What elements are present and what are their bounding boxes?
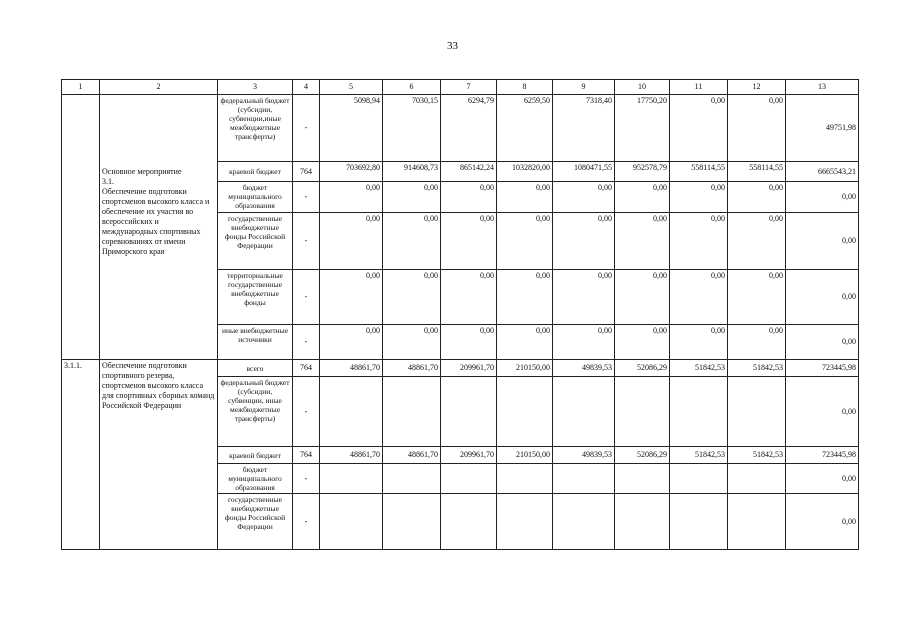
funding-source-cell: территориальные государственные внебюджетные фонды: [218, 270, 293, 325]
header-cell: 8: [497, 80, 553, 95]
value-cell: 209961,70: [441, 360, 497, 377]
value-cell: 558114,55: [728, 162, 786, 182]
value-cell: 0,00: [615, 213, 670, 270]
item-index-cell: 3.1.1.: [62, 360, 100, 550]
value-cell: 48861,70: [383, 360, 441, 377]
header-cell: 9: [553, 80, 615, 95]
code-cell: -: [293, 182, 320, 213]
code-cell: -: [293, 270, 320, 325]
value-cell: 0,00: [553, 182, 615, 213]
value-cell: 0,00: [553, 270, 615, 325]
value-cell: 0,00: [615, 325, 670, 360]
funding-source-cell: краевой бюджет: [218, 447, 293, 464]
total-cell: 0,00: [786, 464, 859, 494]
value-cell: 1032820,00: [497, 162, 553, 182]
total-cell: 0,00: [786, 182, 859, 213]
total-cell: 0,00: [786, 325, 859, 360]
header-cell: 10: [615, 80, 670, 95]
value-cell: 6294,79: [441, 95, 497, 162]
value-cell: 0,00: [497, 182, 553, 213]
value-cell: [441, 377, 497, 447]
value-cell: 0,00: [441, 325, 497, 360]
value-cell: 0,00: [728, 325, 786, 360]
total-cell: 723445,98: [786, 447, 859, 464]
value-cell: 51842,53: [670, 447, 728, 464]
value-cell: 52086,29: [615, 447, 670, 464]
value-cell: 0,00: [320, 270, 383, 325]
header-cell: 3: [218, 80, 293, 95]
code-cell: -: [293, 213, 320, 270]
header-cell: 11: [670, 80, 728, 95]
value-cell: [383, 377, 441, 447]
header-cell: 2: [100, 80, 218, 95]
funding-source-cell: федеральный бюджет (субсидии, субвенции,иные межбюджетные трансферты): [218, 95, 293, 162]
total-cell: 0,00: [786, 377, 859, 447]
value-cell: 0,00: [728, 270, 786, 325]
total-cell: 723445,98: [786, 360, 859, 377]
table-body: [62, 80, 859, 550]
value-cell: 7030,15: [383, 95, 441, 162]
value-cell: 0,00: [728, 95, 786, 162]
funding-source-cell: бюджет муниципального образования: [218, 464, 293, 494]
value-cell: 0,00: [383, 213, 441, 270]
value-cell: [320, 377, 383, 447]
value-cell: 0,00: [441, 182, 497, 213]
value-cell: 0,00: [670, 213, 728, 270]
funding-source-cell: бюджет муниципального образования: [218, 182, 293, 213]
total-cell: 0,00: [786, 213, 859, 270]
value-cell: [441, 494, 497, 550]
value-cell: [728, 377, 786, 447]
value-cell: 49839,53: [553, 360, 615, 377]
value-cell: 49839,53: [553, 447, 615, 464]
item-index-cell: [62, 95, 100, 360]
funding-source-cell: иные внебюджетные источники: [218, 325, 293, 360]
value-cell: 48861,70: [383, 447, 441, 464]
funding-source-cell: всего: [218, 360, 293, 377]
funding-source-cell: государственные внебюджетные фонды Российской Федерации: [218, 494, 293, 550]
value-cell: 558114,55: [670, 162, 728, 182]
value-cell: [728, 464, 786, 494]
value-cell: 0,00: [320, 325, 383, 360]
value-cell: 0,00: [670, 325, 728, 360]
value-cell: [383, 464, 441, 494]
code-cell: 764: [293, 447, 320, 464]
value-cell: [670, 464, 728, 494]
value-cell: 7318,40: [553, 95, 615, 162]
value-cell: [670, 377, 728, 447]
code-cell: -: [293, 494, 320, 550]
value-cell: [615, 464, 670, 494]
value-cell: 52086,29: [615, 360, 670, 377]
funding-source-cell: краевой бюджет: [218, 162, 293, 182]
value-cell: [615, 494, 670, 550]
value-cell: 0,00: [320, 182, 383, 213]
total-cell: 49751,98: [786, 95, 859, 162]
header-cell: 7: [441, 80, 497, 95]
value-cell: [615, 377, 670, 447]
code-cell: -: [293, 377, 320, 447]
value-cell: 0,00: [670, 95, 728, 162]
header-row: [62, 80, 859, 95]
code-cell: 764: [293, 360, 320, 377]
table-row: [62, 95, 859, 162]
value-cell: 51842,53: [728, 360, 786, 377]
description-line: Основное мероприятие: [102, 167, 182, 176]
value-cell: 6259,50: [497, 95, 553, 162]
header-cell: 1: [62, 80, 100, 95]
value-cell: 51842,53: [728, 447, 786, 464]
description-line: Обеспечение подготовки спортсменов высокого класса и обеспечение их участия во всероссийских и международных спортивных соревнованиях от имени Приморского края: [102, 187, 210, 256]
value-cell: [670, 494, 728, 550]
code-cell: -: [293, 464, 320, 494]
page-number: 33: [447, 40, 458, 52]
value-cell: 0,00: [497, 325, 553, 360]
value-cell: 0,00: [383, 325, 441, 360]
description-line: 3.1.: [102, 177, 114, 186]
header-cell: 12: [728, 80, 786, 95]
value-cell: [553, 377, 615, 447]
value-cell: 0,00: [553, 325, 615, 360]
funding-source-cell: федеральный бюджет (субсидии, субвенции, иные межбюджетные трансферты): [218, 377, 293, 447]
value-cell: [497, 377, 553, 447]
budget-table: [61, 79, 859, 550]
header-cell: 6: [383, 80, 441, 95]
value-cell: 5098,94: [320, 95, 383, 162]
value-cell: 209961,70: [441, 447, 497, 464]
header-cell: 5: [320, 80, 383, 95]
value-cell: [553, 464, 615, 494]
total-cell: 6665543,21: [786, 162, 859, 182]
value-cell: 0,00: [497, 270, 553, 325]
value-cell: 17750,20: [615, 95, 670, 162]
value-cell: [441, 464, 497, 494]
item-description-cell: [100, 95, 218, 360]
value-cell: 0,00: [320, 213, 383, 270]
code-cell: -: [293, 325, 320, 360]
value-cell: 0,00: [728, 182, 786, 213]
total-cell: 0,00: [786, 270, 859, 325]
value-cell: [553, 494, 615, 550]
value-cell: 0,00: [615, 270, 670, 325]
value-cell: 914608,73: [383, 162, 441, 182]
value-cell: 1080471,55: [553, 162, 615, 182]
value-cell: 703692,80: [320, 162, 383, 182]
value-cell: 0,00: [383, 182, 441, 213]
value-cell: 0,00: [670, 270, 728, 325]
value-cell: [728, 494, 786, 550]
value-cell: [320, 464, 383, 494]
value-cell: [497, 494, 553, 550]
code-cell: -: [293, 95, 320, 162]
value-cell: 51842,53: [670, 360, 728, 377]
code-cell: 764: [293, 162, 320, 182]
funding-source-cell: государственные внебюджетные фонды Российской Федерации: [218, 213, 293, 270]
value-cell: 865142,24: [441, 162, 497, 182]
header-cell: 13: [786, 80, 859, 95]
value-cell: 952578,79: [615, 162, 670, 182]
value-cell: 0,00: [383, 270, 441, 325]
value-cell: [320, 494, 383, 550]
value-cell: 0,00: [615, 182, 670, 213]
value-cell: 210150,00: [497, 447, 553, 464]
value-cell: [497, 464, 553, 494]
value-cell: 48861,70: [320, 360, 383, 377]
value-cell: 48861,70: [320, 447, 383, 464]
value-cell: 0,00: [670, 182, 728, 213]
value-cell: 0,00: [728, 213, 786, 270]
value-cell: 0,00: [441, 213, 497, 270]
total-cell: 0,00: [786, 494, 859, 550]
value-cell: 0,00: [553, 213, 615, 270]
value-cell: [383, 494, 441, 550]
value-cell: 210150,00: [497, 360, 553, 377]
value-cell: 0,00: [497, 213, 553, 270]
table-row: [62, 360, 859, 377]
item-description-cell: Обеспечение подготовки спортивного резерва, спортсменов высокого класса для спортивных сборных команд Российской Федерации: [100, 360, 218, 550]
header-cell: 4: [293, 80, 320, 95]
value-cell: 0,00: [441, 270, 497, 325]
